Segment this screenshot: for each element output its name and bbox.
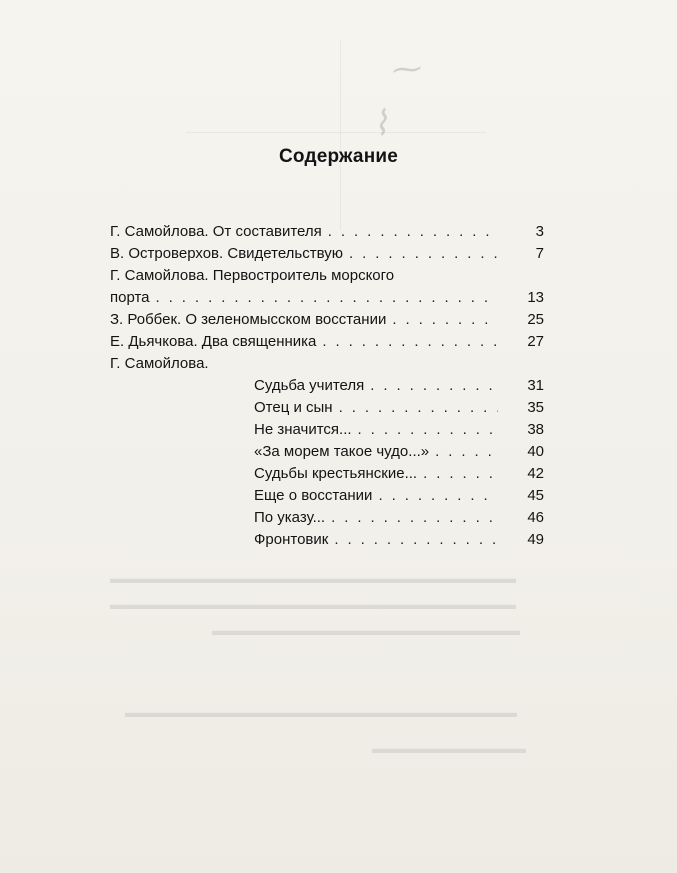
toc-entry-label: Е. Дьячкова. Два священника: [110, 333, 317, 350]
bleed-through-text: ▬▬▬▬▬▬▬▬▬▬▬: [372, 742, 526, 757]
ghost-stamp-line: [186, 132, 486, 133]
leader-dots: [435, 443, 498, 461]
ghost-stamp-line: [340, 40, 341, 230]
toc-group-author: Г. Самойлова.: [110, 355, 209, 372]
toc-entry-page: 7: [535, 245, 544, 262]
toc-entry-label: Фронтовик: [254, 531, 329, 548]
bleed-through-text: ▬▬▬▬▬▬▬▬▬▬▬▬▬▬▬▬▬▬▬▬▬▬▬▬▬▬▬▬▬: [110, 572, 516, 587]
toc-entry: [110, 289, 544, 307]
bleed-through-text: ▬▬▬▬▬▬▬▬▬▬▬▬▬▬▬▬▬▬▬▬▬▬▬▬▬▬▬▬▬: [110, 598, 516, 613]
toc-entry-page: 42: [527, 465, 544, 482]
toc-entry-page: 38: [527, 421, 544, 438]
leader-dots: [322, 333, 498, 351]
toc-sub-entry: [254, 443, 544, 461]
toc-entry: [110, 223, 544, 241]
leader-dots: [423, 465, 498, 483]
toc-sub-entry: [254, 377, 544, 395]
toc-entry-label: Отец и сын: [254, 399, 333, 416]
toc-entry-label: Г. Самойлова. От составителя: [110, 223, 322, 240]
toc-sub-entry: [254, 487, 544, 505]
pencil-mark-icon: ⁓: [390, 50, 424, 89]
toc-entry-page: 40: [527, 443, 544, 460]
toc-entry-page: 46: [527, 509, 544, 526]
toc-sub-entry: [254, 465, 544, 483]
toc-entry-label: Судьба учителя: [254, 377, 365, 394]
toc-sub-entry: [254, 421, 544, 439]
toc-entry-label: В. Островерхов. Свидетельствую: [110, 245, 344, 262]
page-title: Содержание: [278, 146, 399, 167]
toc-entry-label: Еще о восстании: [254, 487, 373, 504]
leader-dots: [331, 509, 498, 527]
toc-entry-label: Не значится...: [254, 421, 352, 438]
toc-entry-page: 25: [527, 311, 544, 328]
toc-entry-label: По указу...: [254, 509, 326, 526]
toc-sub-entry: [254, 399, 544, 417]
toc-entry: [110, 311, 544, 329]
toc-entry-label: «За морем такое чудо...»: [254, 443, 430, 460]
bleed-through-text: ▬▬▬▬▬▬▬▬▬▬▬▬▬▬▬▬▬▬▬▬▬▬▬▬▬▬▬▬: [125, 706, 517, 721]
toc-entry-page: 27: [527, 333, 544, 350]
toc-sub-entry: [254, 531, 544, 549]
pencil-mark-icon: ⌇: [369, 103, 391, 145]
leader-dots: [328, 223, 498, 241]
leader-dots: [334, 531, 498, 549]
toc-entry-label: Судьбы крестьянские...: [254, 465, 418, 482]
leader-dots: [370, 377, 498, 395]
toc-entry-page: 35: [527, 399, 544, 416]
toc-sub-entry: [254, 509, 544, 527]
leader-dots: [156, 289, 498, 307]
toc-entry-label: З. Роббек. О зеленомысском восстании: [110, 311, 387, 328]
leader-dots: [378, 487, 498, 505]
leader-dots: [339, 399, 498, 417]
toc-entry-page: 31: [527, 377, 544, 394]
toc-entry: [110, 333, 544, 351]
toc-entry-label-line2: порта: [110, 289, 150, 306]
toc-entry-page: 3: [535, 223, 544, 240]
leader-dots: [349, 245, 498, 263]
toc-entry-page: 13: [527, 289, 544, 306]
bleed-through-text: ▬▬▬▬▬▬▬▬▬▬▬▬▬▬▬▬▬▬▬▬▬▬: [212, 624, 520, 639]
toc-entry-page: 45: [527, 487, 544, 504]
leader-dots: [358, 421, 498, 439]
toc-entry: [110, 245, 544, 263]
toc-entry-page: 49: [527, 531, 544, 548]
toc-entry-label-line1: Г. Самойлова. Первостроитель морского: [110, 267, 395, 284]
leader-dots: [392, 311, 498, 329]
